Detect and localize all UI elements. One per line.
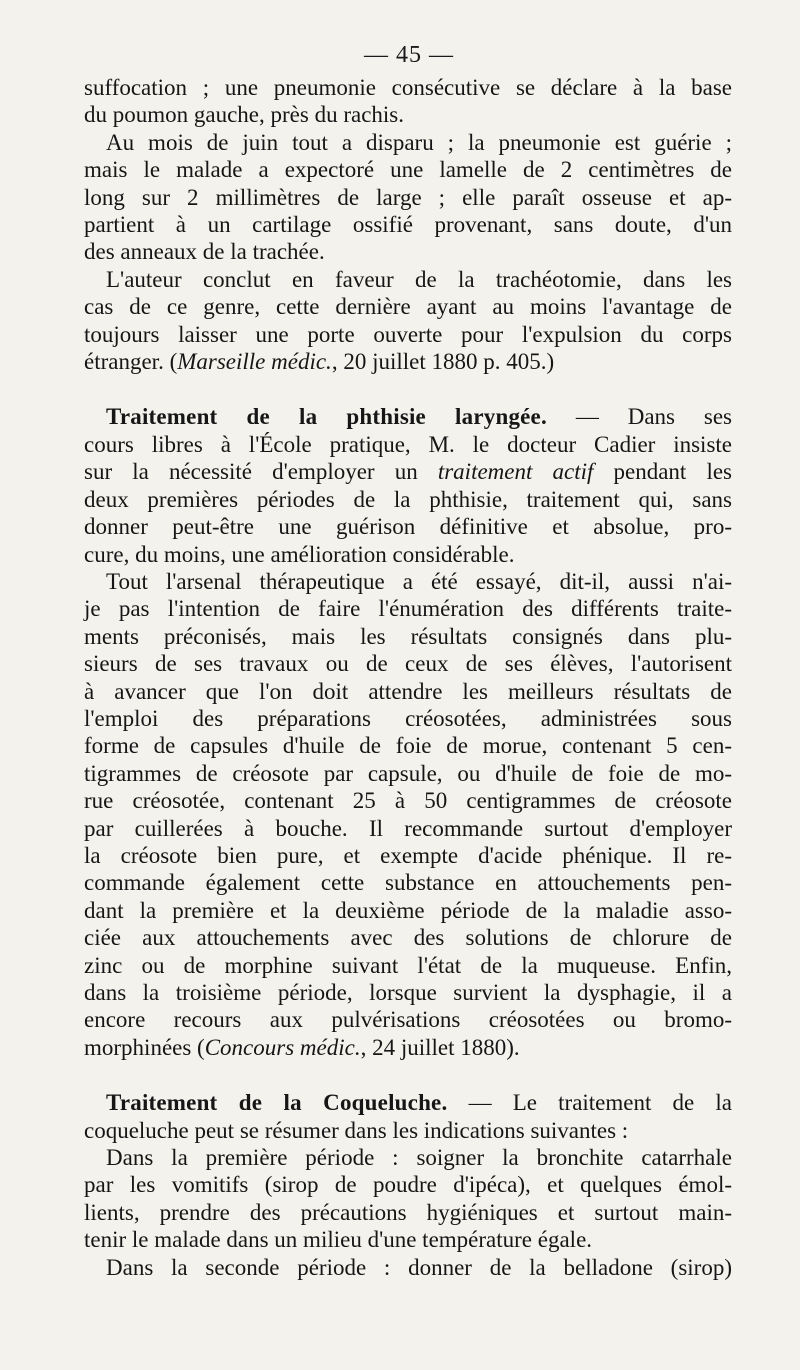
text-line: deux premières périodes de la phthisie, traitement qui, sans bbox=[84, 486, 732, 512]
text-line: l'emploi des préparations créosotées, administrées sous bbox=[84, 705, 732, 731]
italic-text: traitement actif bbox=[437, 459, 594, 485]
text-segment: — Le traitement de la bbox=[447, 1090, 732, 1116]
text-line: donner peut-être une guérison définitive et absolue, pro- bbox=[84, 514, 732, 540]
text-line: tenir le malade dans un milieu d'une température égale. bbox=[84, 1227, 593, 1253]
text-line: commande également cette substance en attouchements pen- bbox=[84, 870, 732, 896]
text-segment: pendant les bbox=[593, 459, 732, 485]
text-line: je pas l'intention de faire l'énumération des différents traite- bbox=[84, 596, 732, 622]
text-line bbox=[84, 403, 732, 430]
text-segment: , 20 juillet 1880 p. 405.) bbox=[331, 349, 555, 375]
text-segment: étranger. ( bbox=[84, 349, 178, 375]
text-segment: sur la nécessité d'employer un bbox=[84, 459, 438, 485]
paragraph bbox=[84, 1089, 732, 1144]
text-line: dant la première et la deuxième période de la maladie asso- bbox=[84, 897, 732, 923]
text-line: L'auteur conclut en faveur de la trachéotomie, dans les bbox=[106, 266, 732, 292]
text-line: rue créosotée, contenant 25 à 50 centigrammes de créosote bbox=[84, 788, 732, 814]
text-line: cure, du moins, une amélioration considérable. bbox=[84, 541, 515, 567]
text-line: tigrammes de créosote par capsule, ou d'huile de foie de mo- bbox=[84, 760, 732, 786]
text-line: cas de ce genre, cette dernière ayant au moins l'avantage de bbox=[84, 294, 732, 320]
text-line: sieurs de ses travaux ou de ceux de ses élèves, l'autorisent bbox=[84, 651, 732, 677]
paragraph bbox=[84, 568, 732, 1061]
paragraph bbox=[84, 266, 732, 376]
text-line: par cuillerées à bouche. Il recommande surtout d'employer bbox=[84, 815, 732, 841]
text-line: la créosote bien pure, et exempte d'acide phénique. Il re- bbox=[84, 842, 732, 868]
paragraph bbox=[84, 1254, 732, 1281]
text-line bbox=[84, 1089, 732, 1116]
text-line: coqueluche peut se résumer dans les indications suivantes : bbox=[84, 1117, 629, 1143]
text-line: partient à un cartilage ossifié provenant, sans doute, d'un bbox=[84, 212, 732, 238]
text-line: lients, prendre des précautions hygiéniques et surtout main- bbox=[84, 1199, 732, 1225]
text-segment: , 24 juillet 1880). bbox=[360, 1034, 520, 1060]
text-line: zinc ou de morphine suivant l'état de la muqueuse. Enfin, bbox=[84, 952, 732, 978]
text-line: des anneaux de la trachée. bbox=[84, 239, 325, 265]
italic-text: Concours médic. bbox=[204, 1034, 361, 1060]
section-gap bbox=[84, 375, 732, 403]
page-number: — 45 — bbox=[364, 42, 454, 68]
text-line: toujours laisser une porte ouverte pour l'expulsion du corps bbox=[84, 321, 732, 347]
paragraph bbox=[84, 74, 732, 129]
text-line: encore recours aux pulvérisations créosotées ou bromo- bbox=[84, 1007, 732, 1033]
text-segment: — Dans ses bbox=[546, 404, 732, 430]
text-line: dans la troisième période, lorsque survient la dysphagie, il a bbox=[84, 980, 732, 1005]
section-heading: Traitement de la Coqueluche. bbox=[106, 1090, 448, 1116]
text-line: long sur 2 millimètres de large ; elle paraît osseuse et ap- bbox=[84, 184, 732, 210]
text-line: du poumon gauche, près du rachis. bbox=[84, 102, 405, 128]
paragraph bbox=[84, 403, 732, 567]
text-line: ments préconisés, mais les résultats consignés dans plu- bbox=[84, 623, 732, 649]
text-line: Dans la seconde période : donner de la belladone (sirop) bbox=[106, 1254, 732, 1280]
text-line: ciée aux attouchements avec des solutions de chlorure de bbox=[84, 925, 732, 951]
text-line: Au mois de juin tout a disparu ; la pneumonie est guérie ; bbox=[106, 129, 732, 155]
text-line bbox=[84, 348, 732, 375]
section-heading: Traitement de la phthisie laryngée. bbox=[106, 404, 547, 430]
section-gap bbox=[84, 1061, 732, 1089]
body-text bbox=[84, 74, 732, 1281]
paragraph bbox=[84, 129, 732, 266]
text-line bbox=[84, 458, 732, 485]
text-line: forme de capsules d'huile de foie de morue, contenant 5 cen- bbox=[84, 733, 732, 759]
text-line: mais le malade a expectoré une lamelle de 2 centimètres de bbox=[84, 157, 732, 183]
text-line: Tout l'arsenal thérapeutique a été essayé, dit-il, aussi n'ai- bbox=[106, 568, 732, 594]
text-line bbox=[84, 1034, 732, 1061]
text-line: à avancer que l'on doit attendre les meilleurs résultats de bbox=[84, 678, 732, 704]
text-line: Dans la première période : soigner la bronchite catarrhale bbox=[106, 1145, 732, 1171]
paragraph bbox=[84, 1144, 732, 1254]
text-line: suffocation ; une pneumonie consécutive se déclare à la base bbox=[84, 75, 732, 100]
text-line: par les vomitifs (sirop de poudre d'ipéca), et quelques émol- bbox=[84, 1172, 732, 1198]
italic-text: Marseille médic. bbox=[177, 349, 332, 375]
text-line: cours libres à l'École pratique, M. le docteur Cadier insiste bbox=[84, 431, 732, 457]
text-segment: morphinées ( bbox=[84, 1034, 205, 1060]
